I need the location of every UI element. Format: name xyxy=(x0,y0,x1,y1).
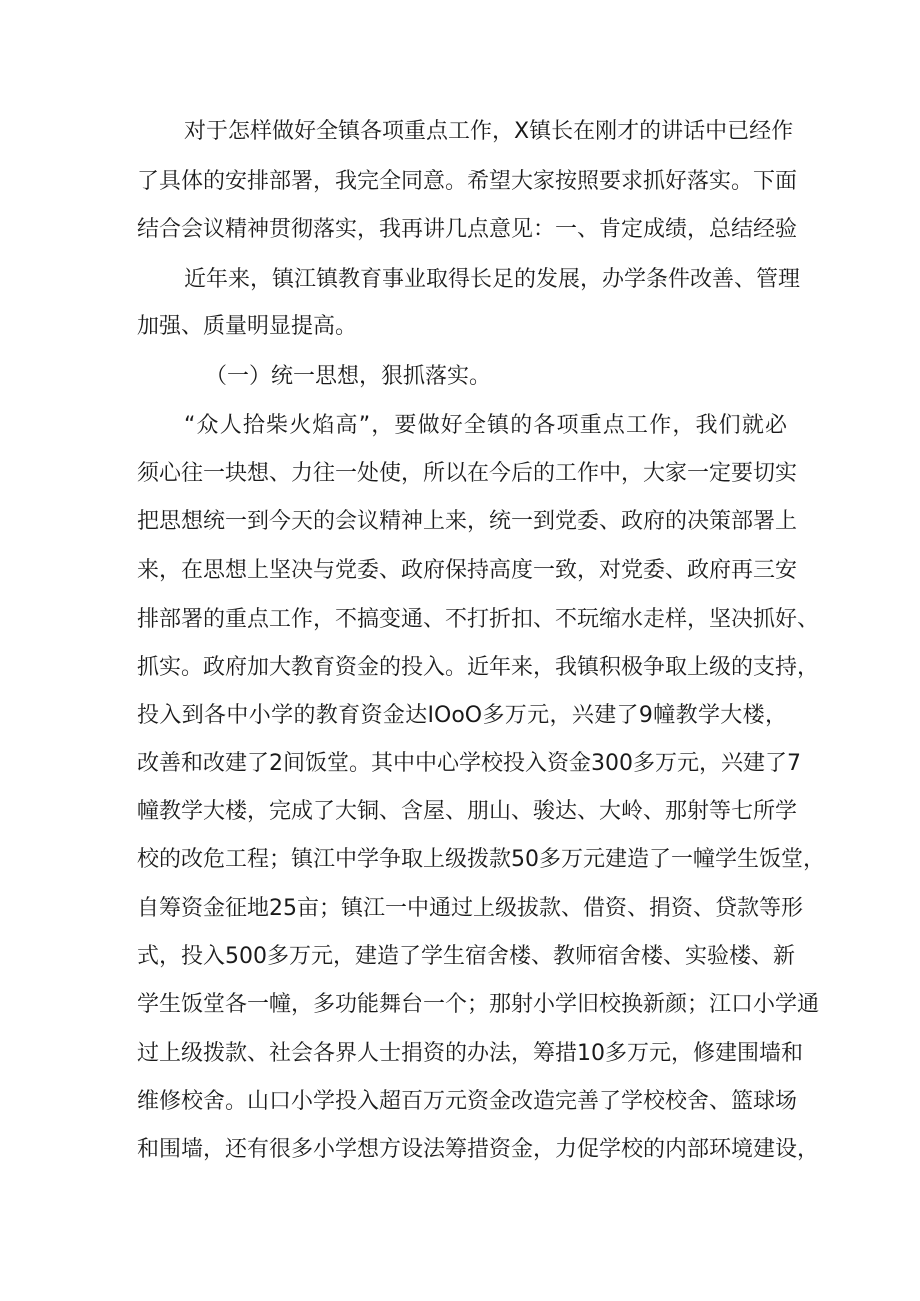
paragraph-line: 须心往一块想、力往一处使，所以在今后的工作中，大家一定要切实 xyxy=(137,461,798,486)
paragraph-line: 结合会议精神贯彻落实，我再讲几点意见：一、肯定成绩，总结经验 xyxy=(137,217,798,242)
paragraph-line: 了具体的安排部署，我完全同意。希望大家按照要求抓好落实。下面 xyxy=(137,169,798,194)
paragraph-line: 自筹资金征地25亩；镇江一中通过上级拔款、借资、捐资、贷款等形 xyxy=(137,896,803,921)
paragraph-line: 排部署的重点工作，不搞变通、不打折扣、不玩缩水走样，坚决抓好、 xyxy=(137,607,820,632)
paragraph-line: 抓实。政府加大教育资金的投入。近年来，我镇积极争取上级的支持， xyxy=(137,655,820,680)
paragraph-line: “众人拾柴火焰高”，要做好全镇的各项重点工作，我们就必 xyxy=(184,413,787,438)
paragraph-line: 把思想统一到今天的会议精神上来，统一到党委、政府的决策部署上 xyxy=(137,509,798,534)
paragraph-line: 对于怎样做好全镇各项重点工作，X镇长在刚才的讲话中已经作 xyxy=(184,119,794,144)
paragraph-line: 加强、质量明显提高。 xyxy=(137,314,358,339)
paragraph-line: 改善和改建了2间饭堂。其中中心学校投入资金300多万元，兴建了7 xyxy=(137,751,801,776)
paragraph-line: 投入到各中小学的教育资金达IOoO多万元，兴建了9幢教学大楼， xyxy=(137,703,787,728)
paragraph-line: 式，投入500多万元，建造了学生宿舍楼、教师宿舍楼、实验楼、新 xyxy=(137,944,795,969)
paragraph-line: 和围墙，还有很多小学想方设法筹措资金，力促学校的内部环境建设， xyxy=(137,1137,820,1162)
paragraph-line: 近年来，镇江镇教育事业取得长足的发展，办学条件改善、管理 xyxy=(184,267,801,292)
paragraph-line: 校的改危工程；镇江中学争取上级拨款50多万元建造了一幢学生饭堂， xyxy=(137,847,825,872)
paragraph-line: 幢教学大楼，完成了大铜、含屋、朋山、骏达、大岭、那射等七所学 xyxy=(137,799,798,824)
paragraph-line: 来，在思想上坚决与党委、政府保持高度一致，对党委、政府再三安 xyxy=(137,558,798,583)
paragraph-line: 维修校舍。山口小学投入超百万元资金改造完善了学校校舍、篮球场 xyxy=(137,1089,798,1114)
paragraph-line: 过上级拨款、社会各界人士捐资的办法，筹措10多万元，修建围墙和 xyxy=(137,1041,803,1066)
section-heading: （一）统一思想，狠抓落实。 xyxy=(205,364,492,389)
paragraph-line: 学生饭堂各一幢，多功能舞台一个；那射小学旧校换新颜；江口小学通 xyxy=(137,992,820,1017)
